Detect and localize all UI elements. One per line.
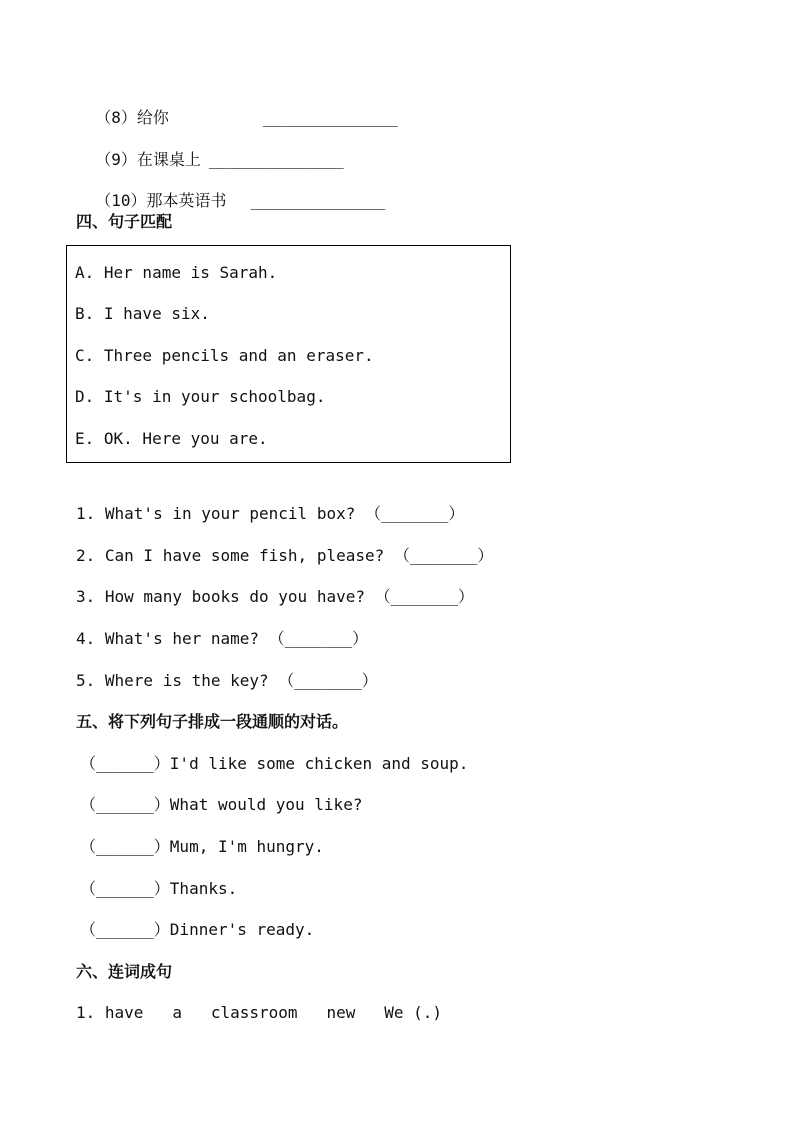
answer-blank[interactable]: ______________ <box>208 150 344 169</box>
options-box <box>66 245 511 463</box>
vocab-item-9 <box>76 130 344 170</box>
match-question-4[interactable]: 4. What's her name? （_______） <box>76 629 369 648</box>
word-order-item-1[interactable]: 1. have a classroom new We (.) <box>76 1003 443 1022</box>
match-question-1[interactable]: 1. What's in your pencil box? （_______） <box>76 504 465 523</box>
vocab-num: （10） <box>95 191 147 210</box>
dialogue-line-4[interactable]: （______）Thanks. <box>80 879 238 898</box>
option-d: D. It's in your schoolbag. <box>75 387 326 406</box>
vocab-item-8 <box>76 88 398 128</box>
section-4-title: 四、句子匹配 <box>76 212 173 231</box>
match-question-3[interactable]: 3. How many books do you have? （_______） <box>76 587 475 606</box>
vocab-num: （8） <box>95 108 137 127</box>
answer-blank[interactable]: ______________ <box>262 108 398 127</box>
vocab-word: 给你 <box>136 108 169 127</box>
match-question-5[interactable]: 5. Where is the key? （_______） <box>76 671 378 690</box>
match-question-2[interactable]: 2. Can I have some fish, please? （_______） <box>76 546 494 565</box>
answer-blank[interactable]: ______________ <box>250 191 386 210</box>
option-b: B. I have six. <box>75 304 210 323</box>
dialogue-line-1[interactable]: （______）I'd like some chicken and soup. <box>80 754 469 773</box>
vocab-word: 那本英语书 <box>146 191 227 210</box>
option-e: E. OK. Here you are. <box>75 429 268 448</box>
vocab-item-10 <box>76 171 385 211</box>
vocab-word: 在课桌上 <box>136 150 201 169</box>
option-a: A. Her name is Sarah. <box>75 263 278 282</box>
option-c: C. Three pencils and an eraser. <box>75 346 374 365</box>
section-5-title: 五、将下列句子排成一段通顺的对话。 <box>76 712 349 731</box>
dialogue-line-5[interactable]: （______）Dinner's ready. <box>80 920 315 939</box>
dialogue-line-2[interactable]: （______）What would you like? <box>80 795 363 814</box>
section-6-title: 六、连词成句 <box>76 962 173 981</box>
dialogue-line-3[interactable]: （______）Mum, I'm hungry. <box>80 837 324 856</box>
vocab-num: （9） <box>95 150 137 169</box>
